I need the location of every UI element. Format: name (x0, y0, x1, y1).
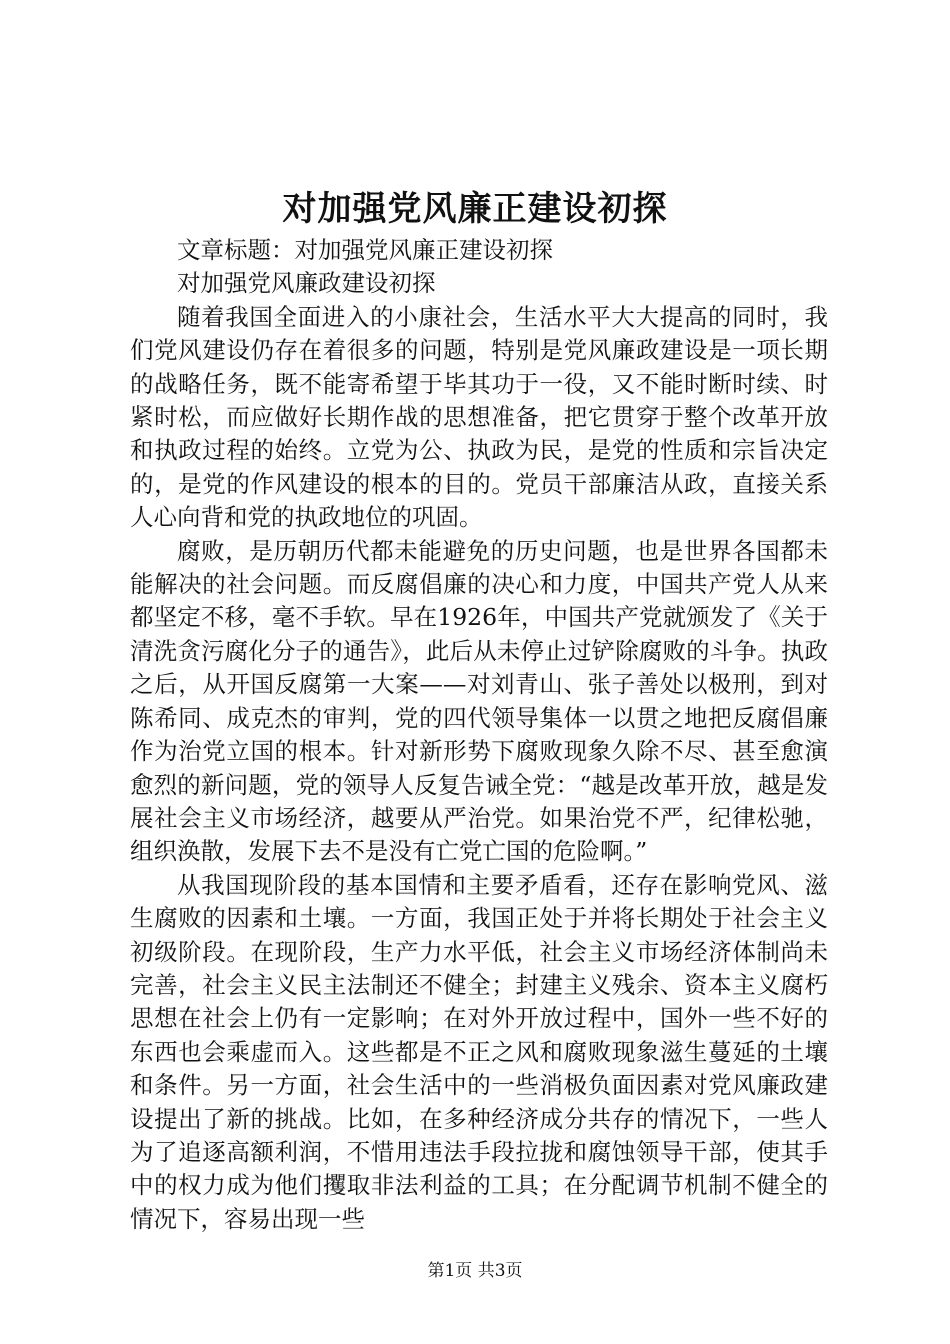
paragraph: 随着我国全面进入的小康社会，生活水平大大提高的同时，我们党风建设仍存在着很多的问题，特别是党风廉政建设是一项长期的战略任务，既不能寄希望于毕其功于一役，又不能时断时续、时紧时松，而应做好长期作战的思想准备，把它贯穿于整个改革开放和执政过程的始终。立党为公、执政为民，是党的性质和宗旨决定的，是党的作风建设的根本的目的。党员干部廉洁从政，直接关系人心向背和党的执政地位的巩固。 (130, 302, 828, 532)
document-title: 对加强党风廉正建设初探 (282, 189, 668, 229)
paragraph: 腐败，是历朝历代都未能避免的历史问题，也是世界各国都未能解决的社会问题。而反腐倡廉的决心和力度，中国共产党人从来都坚定不移，毫不手软。早在1926年，中国共产党就颁发了《关于清洗贪污腐化分子的通告》，此后从未停止过铲除腐败的斗争。执政之后，从开国反腐第一大案——对刘青山、张子善处以极刑，到对陈希同、成克杰的审判，党的四代领导集体一以贯之地把反腐倡廉作为治党立国的根本。针对新形势下腐败现象久除不尽、甚至愈演愈烈的新问题，党的领导人反复告诫全党：“越是改革开放，越是发展社会主义市场经济，越要从严治党。如果治党不严，纪律松驰，组织涣散，发展下去不是没有亡党亡国的危险啊。” (130, 536, 828, 866)
page-footer: 第1页 共3页 (427, 1261, 523, 1281)
subtitle-line: 对加强党风廉政建设初探 (177, 269, 436, 298)
document-body (130, 234, 828, 1236)
article-title-line: 文章标题：对加强党风廉正建设初探 (177, 236, 553, 264)
paragraph: 从我国现阶段的基本国情和主要矛盾看，还存在影响党风、滋生腐败的因素和土壤。一方面，我国正处于并将长期处于社会主义初级阶段。在现阶段，生产力水平低，社会主义市场经济体制尚未完善，社会主义民主法制还不健全；封建主义残余、资本主义腐朽思想在社会上仍有一定影响；在对外开放过程中，国外一些不好的东西也会乘虚而入。这些都是不正之风和腐败现象滋生蔓延的土壤和条件。另一方面，社会生活中的一些消极负面因素对党风廉政建设提出了新的挑战。比如，在多种经济成分共存的情况下，一些人为了追逐高额利润，不惜用违法手段拉拢和腐蚀领导干部，使其手中的权力成为他们攫取非法利益的工具；在分配调节机制不健全的情况下，容易出现一些 (130, 870, 828, 1233)
